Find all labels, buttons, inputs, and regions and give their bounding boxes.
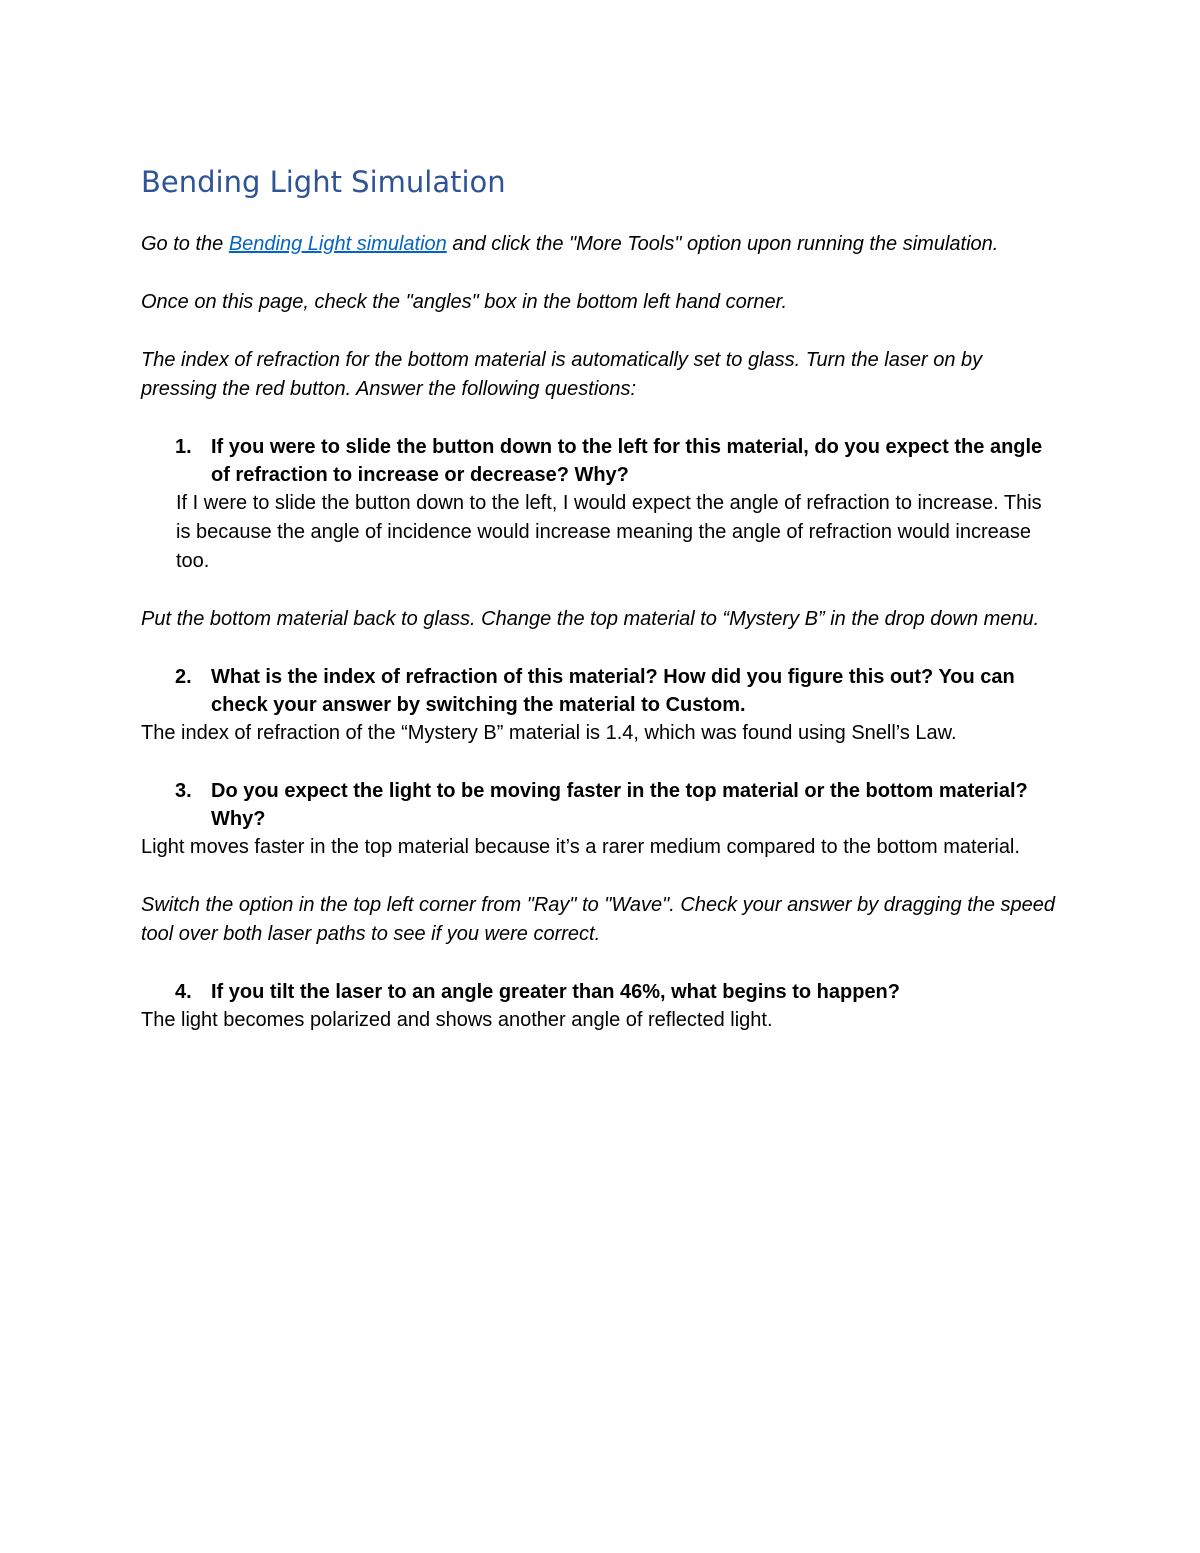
answer-4: The light becomes polarized and shows another angle of reflected light. (141, 1009, 773, 1031)
instruction-glass: The index of refraction for the bottom material is automatically set to glass. Turn the laser on by pressing the red button. Answer the following questions: (141, 349, 983, 400)
question-number: 3. (175, 780, 192, 802)
intro-paragraph (141, 230, 1061, 259)
question-number: 4. (175, 981, 192, 1003)
question-2 (141, 663, 1061, 719)
answer-3: Light moves faster in the top material because it’s a rarer medium compared to the bottom material. (141, 836, 1020, 858)
intro-after-link: and click the "More Tools" option upon running the simulation. (446, 233, 999, 255)
question-text: If you tilt the laser to an angle greater than 46%, what begins to happen? (211, 981, 900, 1003)
question-number: 2. (175, 666, 192, 688)
bending-light-link[interactable]: Bending Light simulation (228, 233, 447, 255)
question-text: Do you expect the light to be moving faster in the top material or the bottom material? Why? (211, 780, 1028, 830)
instruction-wave: Switch the option in the top left corner from "Ray" to "Wave". Check your answer by dragging the speed tool over both laser paths to see if you were correct. (141, 894, 1056, 945)
question-text: What is the index of refraction of this material? How did you figure this out? You can check your answer by switching the material to Custom. (211, 666, 1015, 716)
document-page (141, 150, 1061, 1035)
instruction-angles: Once on this page, check the "angles" box in the bottom left hand corner. (141, 291, 788, 313)
intro-before-link: Go to the (141, 233, 229, 255)
instruction-mystery: Put the bottom material back to glass. Change the top material to “Mystery B” in the drop down menu. (141, 608, 1040, 630)
page-title: Bending Light Simulation (141, 165, 506, 199)
question-number: 1. (175, 436, 192, 458)
answer-1: If I were to slide the button down to the left, I would expect the angle of refraction to increase. This is because the angle of incidence would increase meaning the angle of refraction would increase too. (176, 492, 1042, 572)
question-3 (141, 777, 1061, 833)
question-1 (141, 433, 1061, 489)
answer-2: The index of refraction of the “Mystery B” material is 1.4, which was found using Snell’s Law. (141, 722, 957, 744)
question-text: If you were to slide the button down to the left for this material, do you expect the angle of refraction to increase or decrease? Why? (211, 436, 1043, 486)
question-4 (141, 978, 1061, 1006)
